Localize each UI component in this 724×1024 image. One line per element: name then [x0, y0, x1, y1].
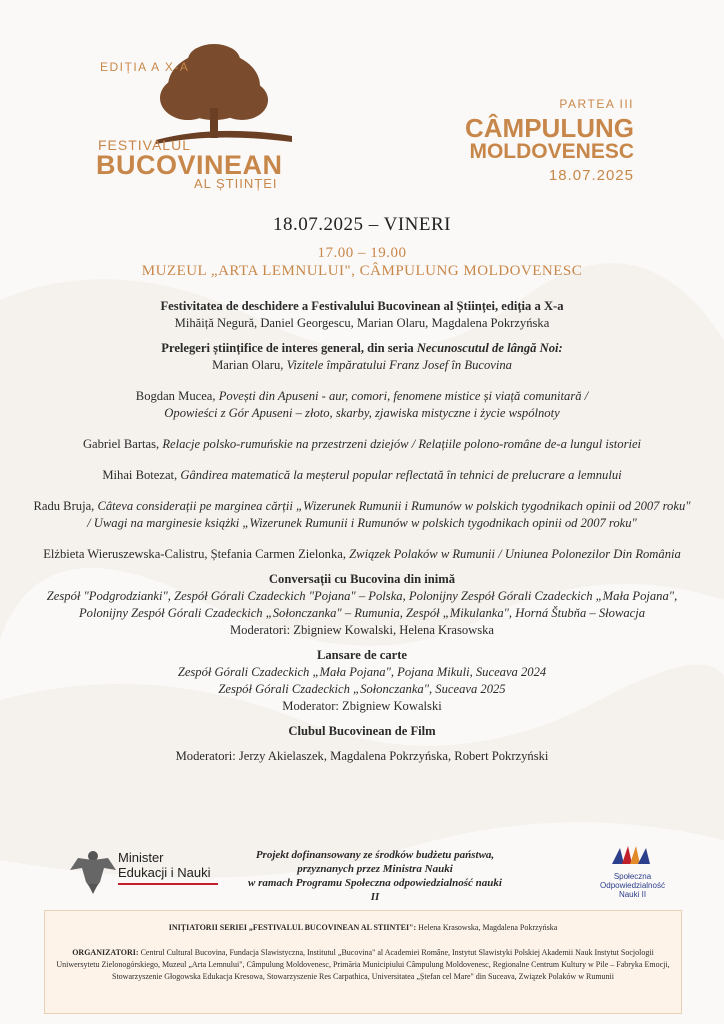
funding-note: Projekt dofinansowany ze środków budżetu państwa, przyznanych przez Ministra Nauki w ramach Programu Społeczna odpowiedzialność nauki II — [248, 849, 502, 903]
opening-title: Festivitatea de deschidere a Festivalului Bucovinean al Științei, ediția a X-a — [160, 299, 564, 313]
lectures-series: Necunoscutul de lângă Noi: — [416, 341, 563, 355]
book-moderator: Moderator: Zbigniew Kowalski — [282, 699, 442, 713]
conversations-line2: Polonijny Zespół Górali Czadeckich „Sołonczanka" – Rumunia, Zespół „Mikulanka", Horná Štubňa – Słowacja — [78, 606, 646, 620]
festival-name-line1: FESTIVALUL — [98, 137, 191, 153]
conversations-title: Conversații cu Bucovina din inimă — [268, 572, 456, 586]
book-line2: Zespół Górali Czadeckich „Sołonczanka", Suceava 2025 — [218, 682, 506, 696]
film-moderators: Moderatori: Jerzy Akielaszek, Magdalena Pokrzyńska, Robert Pokrzyński — [175, 749, 549, 763]
lecture-5-translation: / Uwagi na marginesie książki „Wizerunek Rumunii i Rumunów w polskich tygodnikach opinii od 2007 roku" — [87, 516, 637, 530]
part-label: PARTEA III — [559, 97, 634, 111]
city-line2: MOLDOVENESC — [469, 140, 634, 163]
hands-logo-icon — [606, 844, 656, 870]
film-title: Clubul Bucovinean de Film — [288, 724, 436, 738]
lecture-4: Mihai Botezat, Gândirea matematică la meșterul popular reflectată în tehnici de prelucrare a lemnului — [102, 468, 622, 482]
city-line1: CÂMPULUNG — [465, 113, 634, 143]
event-venue: MUZEUL „ARTA LEMNULUI", CÂMPULUNG MOLDOVENESC — [141, 263, 583, 279]
eagle-emblem-icon — [68, 848, 118, 894]
event-time: 17.00 – 19.00 — [317, 245, 407, 261]
lecture-2: Bogdan Mucea, Povești din Apuseni - aur, comori, fenomene mistice și viață comunitară / — [135, 389, 589, 403]
lecture-6: Elżbieta Wieruszewska-Calistru, Ștefania Carmen Zielonka, Związek Polaków w Rumunii / Uniunea Polonezilor Din România — [43, 547, 681, 561]
festival-name-line3: AL ȘTIINȚEI — [194, 176, 278, 191]
book-title: Lansare de carte — [316, 648, 407, 662]
conversations-moderators: Moderatori: Zbigniew Kowalski, Helena Krasowska — [229, 623, 495, 637]
footer-box — [44, 910, 682, 1014]
conversations-line1: Zespół "Podgrodzianki", Zespół Górali Czadeckich "Pojana" – Polska, Polonijny Zespół Górali Czadeckich „Mała Pojana", — [46, 589, 678, 603]
ministry-name: Minister Edukacji i Nauki — [118, 850, 211, 880]
festival-name-line2: BUCOVINEAN — [96, 150, 283, 180]
event-date: 18.07.2025 – VINERI — [272, 214, 452, 235]
lecture-5: Radu Bruja, Câteva considerații pe marginea cărții „Wizerunek Rumunii i Rumunów w polskich tygodnikach opinii od 2007 roku" — [33, 499, 691, 513]
book-line1: Zespół Górali Czadeckich „Mała Pojana", Pojana Mikuli, Suceava 2024 — [177, 665, 547, 679]
organizers: ORGANIZATORI: Centrul Cultural Bucovina, Fundacja Slawistyczna, Institutul „Bucovina" al Academiei Române, Instytut Slawistyki Polskiej Akademii Nauk Instytut Socjologii Uniwersytetu Zielonogórskiego, Muzeul „Arta Lemnului", Câmpulung Moldovenesc, Primăria Municipiului Câmpulung Moldovenesc, Regionalne Centrum Kultury w Pile – Fabryka Emocji, Stowarzyszenie Głogowska Edukacja Kresowa, Stowarzyszenie Res Carpathica, Universitatea „Ștefan cel Mare" din Suceava, Związek Polaków w Rumunii — [56, 948, 670, 981]
city-date: 18.07.2025 — [548, 167, 634, 184]
edition-label: EDIȚIA A X-A — [100, 60, 190, 74]
initiators: INIȚIATORII SERIEI „FESTIVALUL BUCOVINEAN AL STIINTEI": Helena Krasowska, Magdalena Pokrzyńska — [168, 923, 558, 932]
lecture-3: Gabriel Bartas, Relacje polsko-rumuńskie na przestrzeni dziejów / Relațiile polono-române de-a lungul istoriei — [82, 437, 642, 451]
ministry-underline — [118, 883, 218, 885]
so-logo-text: Społeczna Odpowiedzialność Nauki II — [600, 872, 665, 899]
lectures-heading: Prelegeri științifice de interes general, din seria Necunoscutul de lângă Noi: — [161, 341, 563, 355]
lecture-1: Marian Olaru, Vizitele împăratului Franz Josef în Bucovina — [212, 358, 512, 372]
opening-people: Mihăiță Negură, Daniel Georgescu, Marian Olaru, Magdalena Pokrzyńska — [174, 316, 550, 330]
lecture-2-translation: Opowieści z Gór Apuseni – złoto, skarby, zjawiska mistyczne i życie wspólnoty — [164, 406, 560, 420]
program — [10, 298, 714, 765]
